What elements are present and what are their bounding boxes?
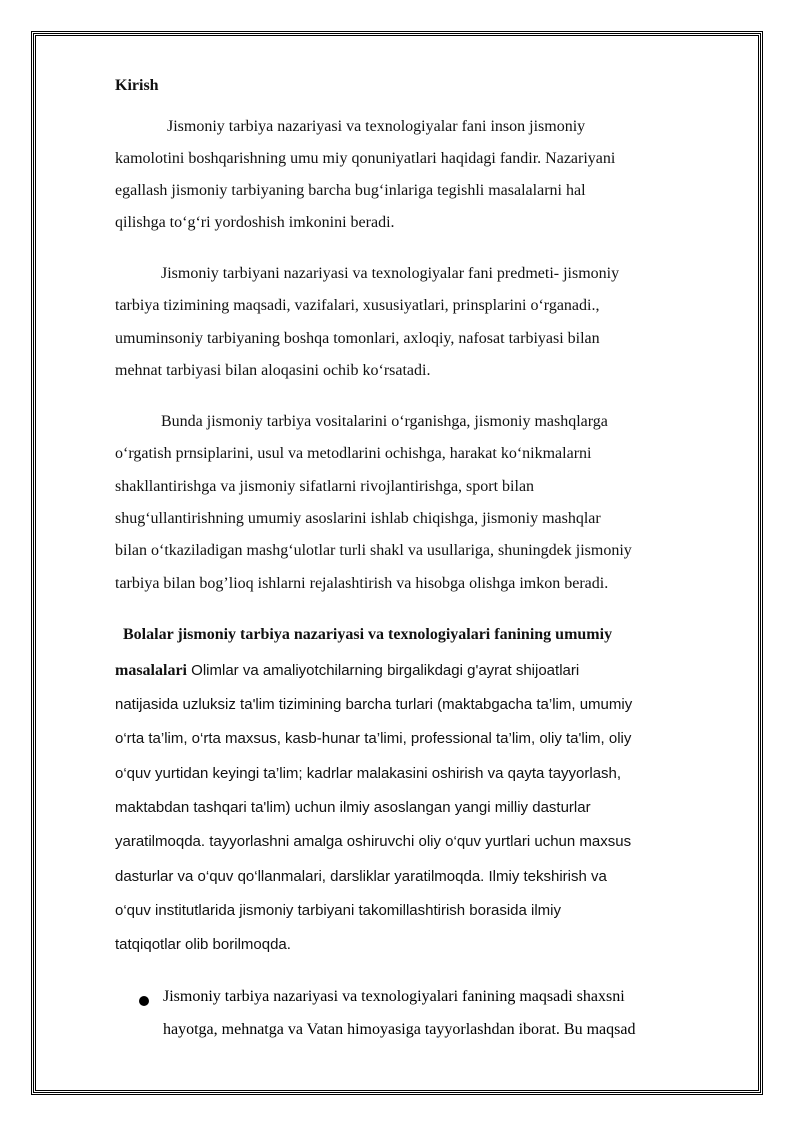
section-title: Bolalar jismoniy tarbiya nazariyasi va texnologiyalari fanining umumiy — [123, 626, 613, 643]
paragraph2-line: mehnat tarbiyasi bilan aloqasini ochib ko‘rsatadi. — [115, 362, 431, 379]
paragraph3-line: bilan o‘tkaziladigan mashg‘ulotlar turli shakl va usullariga, shuningdek jismoniy — [115, 542, 632, 559]
paragraph3-line: o‘rgatish prnsiplarini, usul va metodlarini ochishga, harakat ko‘nikmalarni — [115, 445, 592, 462]
section-line: o‘quv yurtidan keyingi ta’lim; kadrlar malakasini oshirish va qayta tayyorlash, — [115, 765, 622, 782]
paragraph2-line: tarbiya tizimining maqsadi, vazifalari, xususiyatlari, prinsplarini o‘rganadi., — [115, 297, 600, 314]
section-intro-text: Olimlar va amaliyotchilarning birgalikdagi g'ayrat shijoatlari — [187, 662, 580, 679]
paragraph3-line: shug‘ullantirishning umumiy asoslarini ishlab chiqishga, jismoniy mashqlar — [115, 510, 601, 527]
paragraph2-line: umuminsoniy tarbiyaning boshqa tomonlari, axloqiy, nafosat tarbiyasi bilan — [115, 330, 600, 347]
section-line: dasturlar va o‘quv qo‘llanmalari, darsliklar yaratilmoqda. Ilmiy tekshirish va — [115, 868, 607, 885]
paragraph1-line: kamolotini boshqarishning umu miy qonuniyatlari haqidagi fandir. Nazariyani — [115, 150, 616, 167]
paragraph2-line: Jismoniy tarbiyani nazariyasi va texnologiyalar fani predmeti- jismoniy — [161, 265, 620, 282]
bullet-line: hayotga, mehnatga va Vatan himoyasiga tayyorlashdan iborat. Bu maqsad — [163, 1021, 636, 1038]
paragraph3-line: Bunda jismoniy tarbiya vositalarini o‘rganishga, jismoniy mashqlarga — [161, 413, 608, 430]
heading-kirish: Kirish — [115, 77, 159, 94]
section-line: yaratilmoqda. tayyorlashni amalga oshiruvchi oliy o‘quv yurtlari uchun maxsus — [115, 833, 632, 850]
section-line: maktabdan tashqari ta'lim) uchun ilmiy asoslangan yangi milliy dasturlar — [115, 799, 591, 816]
section-line: o‘rta ta’lim, o‘rta maxsus, kasb-hunar ta’limi, professional ta’lim, oliy ta'lim, oliy — [115, 730, 632, 747]
section-title-bold: masalalari — [115, 662, 187, 679]
section-line: natijasida uzluksiz ta'lim tizimining barcha turlari (maktabgacha ta’lim, umumiy — [115, 696, 633, 713]
section-title-line2 — [115, 662, 579, 680]
paragraph3-line: shakllantirishga va jismoniy sifatlarni rivojlantirishga, sport bilan — [115, 478, 535, 495]
section-line: tatqiqotlar olib borilmoqda. — [115, 936, 291, 953]
bullet-icon — [139, 996, 149, 1006]
paragraph1-line: egallash jismoniy tarbiyaning barcha bug‘inlariga tegishli masalalarni hal — [115, 182, 586, 199]
bullet-line: Jismoniy tarbiya nazariyasi va texnologiyalari fanining maqsadi shaxsni — [163, 988, 625, 1005]
paragraph3-line: tarbiya bilan bog’lioq ishlarni rejalashtirish va hisobga olishga imkon beradi. — [115, 575, 609, 592]
section-line: o‘quv institutlarida jismoniy tarbiyani takomillashtirish borasida ilmiy — [115, 902, 562, 919]
paragraph1-line: qilishga to‘g‘ri yordoshish imkonini beradi. — [115, 214, 395, 231]
paragraph1-line: Jismoniy tarbiya nazariyasi va texnologiyalar fani inson jismoniy — [167, 118, 586, 135]
